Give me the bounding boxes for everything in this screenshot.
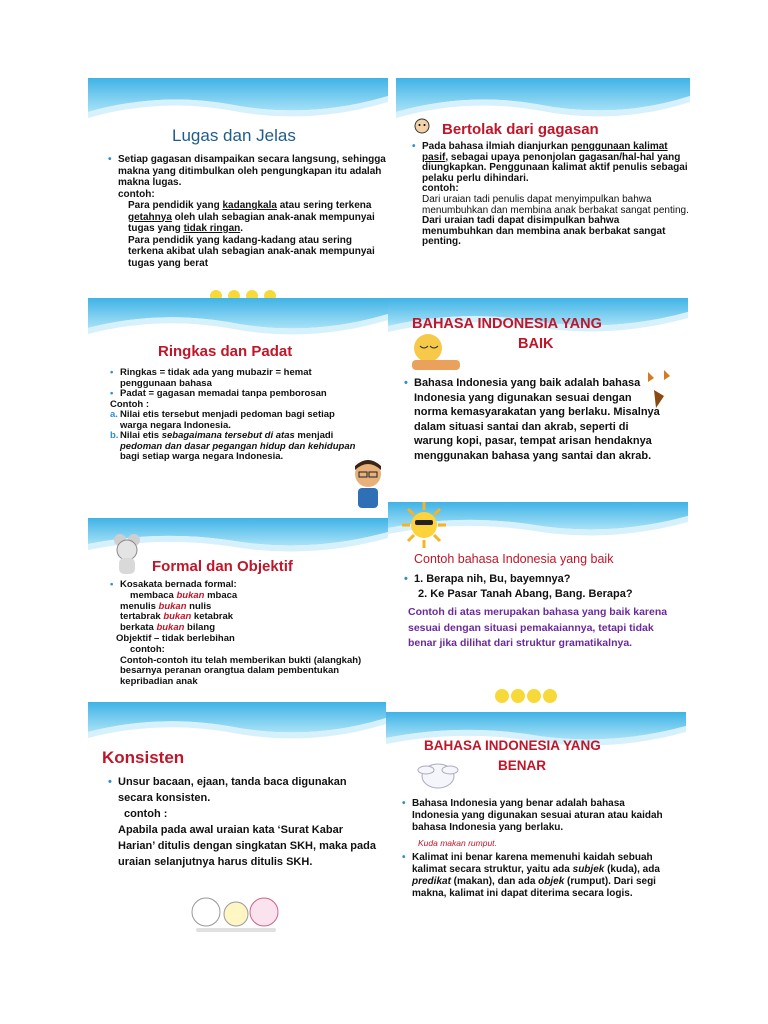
slide-bahasa-indonesia-benar xyxy=(386,712,686,952)
wave-header xyxy=(396,78,690,126)
formal-pair-1: membaca bukan mbaca xyxy=(130,589,238,601)
bullet-padat: • Padat = gagasan memadai tanpa pemborosan xyxy=(120,389,356,400)
slide-title: Lugas dan Jelas xyxy=(172,126,296,145)
sun-icon xyxy=(400,502,448,548)
cartoon-friends-icon xyxy=(188,894,284,936)
slide-contoh-bahasa-baik xyxy=(388,502,688,712)
bullet-formal: • Kosakata bernada formal: xyxy=(120,580,384,591)
slide-title-line-2: BAIK xyxy=(518,336,554,352)
contoh-label: contoh: xyxy=(422,183,459,195)
slide-title: Ringkas dan Padat xyxy=(158,343,293,360)
sleeping-kid-icon xyxy=(408,330,464,374)
formal-pair-2: menulis bukan nulis xyxy=(120,600,212,612)
slide-bertolak-dari-gagasan xyxy=(396,78,690,300)
slide-title: Bertolak dari gagasan xyxy=(442,121,599,138)
contoh-label: contoh: xyxy=(118,188,155,200)
contoh-label: Contoh : xyxy=(110,398,150,410)
bullet-ringkas: • Ringkas = tidak ada yang mubazir = hemat penggunaan bahasa xyxy=(120,368,356,389)
slide-formal-dan-objektif xyxy=(88,518,388,702)
slide-title: Formal dan Objektif xyxy=(152,558,293,575)
boy-icon xyxy=(352,458,384,510)
mouse-icon xyxy=(110,532,144,576)
example: Apabila pada awal uraian kata ‘Surat Kabar Harian’ ditulis dengan singkatan SKH, maka pada uraian selanjutnya harus ditulis SKH. xyxy=(118,824,376,868)
bullet-text: • Pada bahasa ilmiah dianjurkan penggunaan kalimat pasif, sebagai upaya penonjolan gagasan/hal-hal yang diungkapkan. Penggunaan kalimat aktif penulis sebagai pelaku perlu dihindari. xyxy=(422,142,690,184)
slide-ringkas-dan-padat xyxy=(88,298,388,516)
slide-title-line-1: BAHASA INDONESIA YANG xyxy=(412,316,602,332)
bullet-text: • Unsur bacaan, ejaan, tanda baca digunakan secara konsisten. xyxy=(118,774,382,806)
example-2: 2. Ke Pasar Tanah Abang, Bang. Berapa? xyxy=(418,588,633,600)
item-b: b. Nilai etis sebagaimana tersebut di atas menjadi pedoman dan dasar pegangan hidup dan kehidupan bagi setiap warga negara Indonesia. xyxy=(110,430,356,462)
slide-lugas-dan-jelas xyxy=(88,78,388,300)
explanation: Contoh di atas merupakan bahasa yang baik karena sesuai dengan situasi pemakaiannya, tetapi tidak benar jika dilihat dari struktur gramatikalnya. xyxy=(408,606,668,649)
chicks-icon xyxy=(494,686,558,708)
bunny-icon xyxy=(416,754,460,794)
formal-pair-3: tertabrak bukan ketabrak xyxy=(120,611,234,623)
formal-pair-4: berkata bukan bilang xyxy=(120,622,216,634)
example-sentence: Kuda makan rumput. xyxy=(418,838,497,848)
slide-title: Konsisten xyxy=(102,748,185,767)
bullet-definition: • Bahasa Indonesia yang benar adalah bahasa Indonesia yang digunakan sesuai aturan atau kaidah bahasa Indonesia yang berlaku. xyxy=(412,798,674,834)
example-1: • 1. Berapa nih, Bu, bayemnya? xyxy=(414,572,674,587)
example-1: Dari uraian tadi penulis dapat menyimpulkan bahwa menumbuhkan dan membina anak berbakat sangat penting. xyxy=(422,193,689,216)
wave-header xyxy=(88,702,386,750)
bullet-text: • Bahasa Indonesia yang baik adalah bahasa Indonesia yang digunakan sesuai dengan norma kemasyarakatan yang berlaku. Misalnya dalam situasi santai dan akrab, seperti di warung kopi, pasar, tempat arisan hendaknya menggunakan bahasa yang santai dan akrab. xyxy=(414,376,662,463)
face-icon xyxy=(414,118,430,134)
item-a: a. Nilai etis tersebut menjadi pedoman bagi setiap warga negara Indonesia. xyxy=(110,409,335,431)
wave-header xyxy=(88,78,388,126)
contoh-label: contoh: xyxy=(130,643,165,655)
objektif-label: Objektif – tidak berlebihan xyxy=(116,632,235,644)
wave-header xyxy=(88,298,388,346)
example: Contoh-contoh itu telah memberikan bukti (alangkah) besarnya peranan orangtua dalam pembentukan kepribadian anak xyxy=(120,654,362,688)
slide-bahasa-indonesia-baik xyxy=(388,298,688,502)
bullet-text: • Setiap gagasan disampaikan secara langsung, sehingga makna yang ditimbulkan oleh pengungkapan itu adalah makna lugas. xyxy=(118,154,386,189)
slide-title-line-2: BENAR xyxy=(498,758,547,773)
bullet-explanation: • Kalimat ini benar karena memenuhi kaidah sebuah kalimat secara struktur, yaitu ada subjek (kuda), ada predikat (makan), dan ada objek (rumput). Dari segi makna, kalimat ini dapat diterima secara logis. xyxy=(412,852,674,900)
slide-title: Contoh bahasa Indonesia yang baik xyxy=(414,552,614,566)
contoh-label: contoh : xyxy=(124,808,168,820)
slide-konsisten xyxy=(88,702,386,946)
example-2: Dari uraian tadi dapat disimpulkan bahwa menumbuhkan dan membina anak berbakat sangat penting. xyxy=(422,215,666,248)
slide-title-line-1: BAHASA INDONESIA YANG xyxy=(424,738,601,753)
example-2: Para pendidik yang kadang-kadang atau sering terkena akibat ulah sebagian anak-anak mempunyai tugas yang berat xyxy=(128,234,375,269)
example-1: Para pendidik yang kadangkala atau sering terkena getahnya oleh ulah sebagian anak-anak mempunyai tugas yang tidak ringan. xyxy=(128,200,375,234)
